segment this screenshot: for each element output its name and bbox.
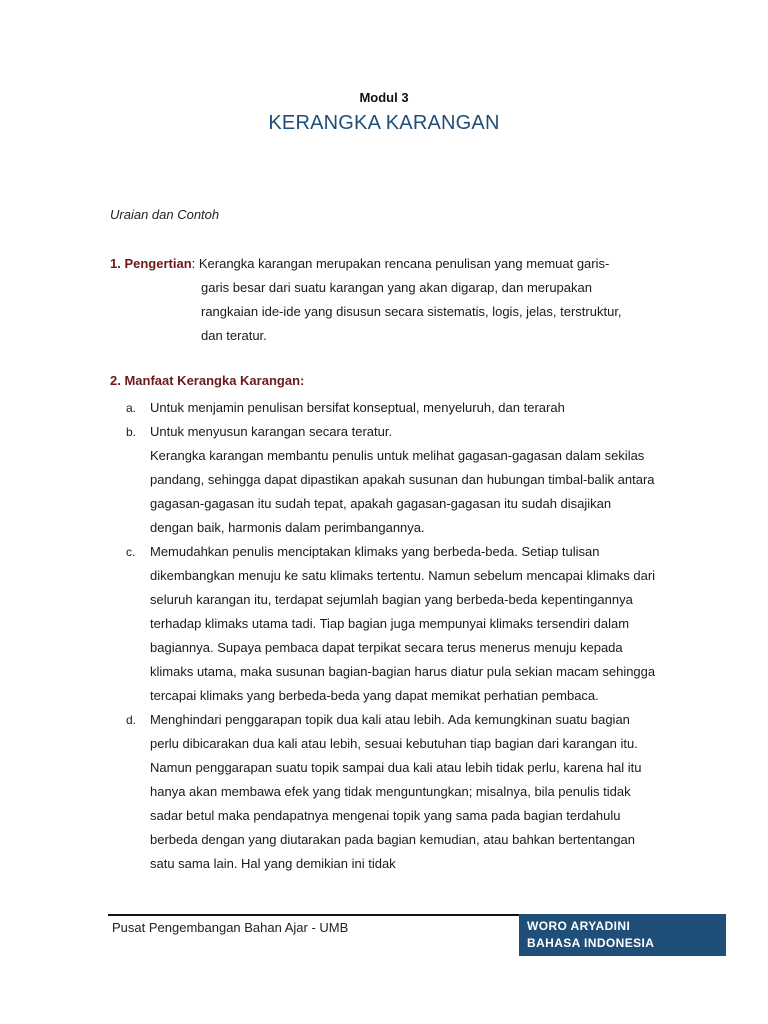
list-marker: b. [126, 425, 137, 439]
page-title: KERANGKA KARANGAN [268, 112, 500, 134]
pengertian-paragraph [110, 252, 670, 348]
list-item-c [126, 540, 656, 708]
pengertian-line: rangkaian ide-ide yang disusun secara sistematis, logis, jelas, terstruktur, [201, 304, 622, 319]
pengertian-line: garis besar dari suatu karangan yang akan digarap, dan merupakan [201, 280, 592, 295]
list-item-extra: Kerangka karangan membantu penulis untuk melihat gagasan-gagasan dalam sekilas pandang, sehingga dapat dipastikan apakah susunan dan hubungan timbal-balik antara gagasan-gagasan itu sudah tepat, apakah gagasan-gagasan itu sudah disajikan dengan baik, harmonis dalam perimbangannya. [150, 448, 655, 535]
list-marker: d. [126, 713, 137, 727]
list-item-text: Untuk menjamin penulisan bersifat konseptual, menyeluruh, dan terarah [150, 400, 565, 415]
manfaat-heading: 2. Manfaat Kerangka Karangan: [110, 373, 305, 388]
list-marker: a. [126, 401, 137, 415]
footer-author-badge [519, 914, 726, 956]
footer-subject: BAHASA INDONESIA [527, 936, 655, 950]
list-item-a [126, 396, 656, 420]
list-item-text: Menghindari penggarapan topik dua kali atau lebih. Ada kemungkinan suatu bagian perlu dibicarakan dua kali atau lebih, sesuai kebutuhan tiap bagian dari karangan itu. Namun penggarapan suatu topik sampai dua kali atau lebih tidak perlu, karena hal itu hanya akan membawa efek yang tidak menguntungkan; misalnya, bila penulis tidak sadar betul maka pendapatnya mengenai topik yang sama pada bagian terdahulu berbeda dengan yang diutarakan pada bagian kemudian, atau bahkan bertentangan satu sama lain. Hal yang demikian ini tidak [150, 712, 642, 871]
list-item-b [126, 420, 656, 540]
pengertian-heading: 1. Pengertian [110, 256, 192, 271]
section-heading: Uraian dan Contoh [110, 207, 220, 222]
footer-publisher: Pusat Pengembangan Bahan Ajar - UMB [112, 920, 349, 935]
module-label: Modul 3 [359, 90, 409, 105]
list-item-d [126, 708, 656, 876]
list-marker: c. [126, 545, 136, 559]
pengertian-line: dan teratur. [201, 328, 267, 343]
footer-author: WORO ARYADINI [527, 919, 631, 933]
list-item-text: Untuk menyusun karangan secara teratur. [150, 424, 393, 439]
pengertian-first-line: : Kerangka karangan merupakan rencana penulisan yang memuat garis- [191, 256, 610, 271]
manfaat-list [126, 396, 656, 876]
list-item-text: Memudahkan penulis menciptakan klimaks yang berbeda-beda. Setiap tulisan dikembangkan menuju ke satu klimaks tertentu. Namun sebelum mencapai klimaks dari seluruh karangan itu, terdapat sejumlah bagian yang berbeda-beda kepentingannya terhadap klimaks utama tadi. Tiap bagian juga mempunyai klimaks tersendiri dalam bagiannya. Supaya pembaca dapat terpikat secara terus menerus menuju kepada klimaks utama, maka susunan bagian-bagian harus diatur pula sekian macam sehingga tercapai klimaks yang berbeda-beda yang dapat memikat perhatian pembaca. [150, 544, 656, 703]
